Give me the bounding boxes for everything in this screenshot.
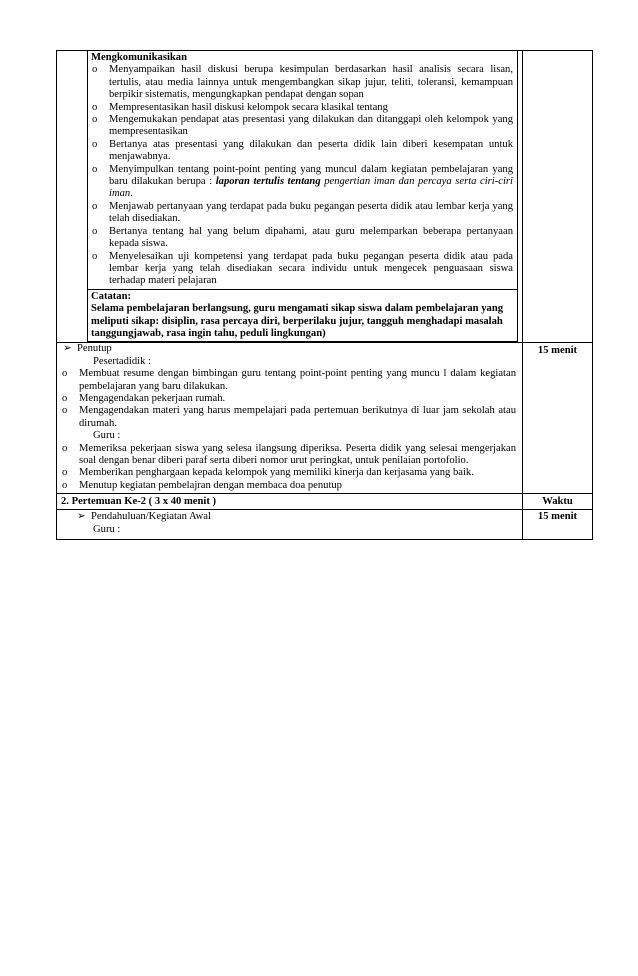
guru-list — [61, 443, 516, 493]
list-item-emphasis: laporan tertulis tentang — [215, 176, 321, 188]
document-page — [56, 50, 590, 540]
table-row-pertemuan-2 — [57, 494, 593, 510]
penutup-time-text: 15 menit — [537, 345, 578, 357]
pendahuluan-time-text: 15 menit — [537, 511, 578, 523]
penutup-heading — [61, 343, 516, 355]
lesson-plan-table — [56, 50, 593, 540]
penutup-time — [523, 343, 593, 494]
mengkomunikasikan-list — [91, 64, 513, 287]
list-item-italic: pengertian iman dan percaya serta ciri-ciri iman — [109, 176, 513, 200]
list-item: o Menutup kegiatan pembelajran dengan membaca doa penutup — [61, 480, 516, 492]
time-cell-empty — [523, 51, 593, 343]
list-item: o Mengagendakan pekerjaan rumah. — [61, 393, 516, 405]
mengkomunikasikan-title: Mengkomunikasikan — [91, 52, 187, 63]
pendahuluan-cell — [57, 510, 523, 540]
catatan-title: Catatan: — [91, 290, 132, 302]
guru-label: Guru : — [93, 430, 121, 442]
catatan-box — [87, 290, 518, 343]
list-item: o Mengemukakan pendapat atas presentasi yang dilakukan dan ditanggapi oleh kelompok yang mempresentasikan — [91, 114, 513, 139]
mengkomunikasikan-box — [87, 51, 518, 290]
list-item: o Mengagendakan materi yang harus mempelajari pada pertemuan berikutnya di luar jam sekolah atau dirumah. — [61, 405, 516, 430]
list-item: o Bertanya tentang hal yang belum dipahami, atau guru melemparkan beberapa pertanyaan kepada siswa. — [91, 226, 513, 251]
arrow-bullet-icon: ➢ — [77, 511, 86, 523]
list-item: o Memberikan penghargaan kepada kelompok yang memiliki kinerja dan kerjasama yang baik. — [61, 467, 516, 479]
table-row-kegiatan-inti — [57, 51, 593, 343]
penutup-cell — [57, 343, 523, 494]
peserta-list — [61, 368, 516, 430]
pendahuluan-label: Pendahuluan/Kegiatan Awal — [91, 511, 211, 523]
list-item: o Memeriksa pekerjaan siswa yang selesa ilangsung diperiksa. Peserta didik yang selesai mengerjakan soal dengan benar diberi paraf serta diberi nomor urut peringkat, untuk penilaian portofolio. — [61, 443, 516, 468]
list-item: o Menjawab pertanyaan yang terdapat pada buku pegangan peserta didik atau lembar kerja yang telah disediakan. — [91, 201, 513, 226]
list-item: o Menyelesaikan uji kompetensi yang terdapat pada buku pegangan peserta didik atau pada lembar kerja yang telah disediakan secara individu untuk mengecek penguasaan siswa terhadap materi pelajaran — [91, 251, 513, 288]
catatan-text: Selama pembelajaran berlangsung, guru mengamati sikap siswa dalam pembelajaran yang meliputi sikap: disiplin, rasa percaya diri, berperilaku jujur, tangguh menghadapi masalah tanggungjawab, rasa ingin tahu, peduli lingkungan) — [91, 303, 504, 339]
penutup-label: Penutup — [77, 343, 112, 355]
arrow-bullet-icon: ➢ — [63, 343, 72, 355]
list-item: o Bertanya atas presentasi yang dilakukan dan peserta didik lain diberi kesempatan untuk menjawabnya. — [91, 139, 513, 164]
list-item: o Menyampaikan hasil diskusi berupa kesimpulan berdasarkan hasil analisis secara lisan, tertulis, atau media lainnya untuk mengembangkan sikap jujur, teliti, toleransi, kemampuan berpikir sistematis, mengungkapkan pendapat dengan sopan — [91, 64, 513, 101]
list-item-period: . — [130, 188, 133, 200]
pendahuluan-guru-label: Guru : — [93, 523, 121, 535]
waktu-header: Waktu — [523, 494, 593, 510]
list-item: o Membuat resume dengan bimbingan guru tentang point-point penting yang muncu l dalam kegiatan pembelajaran yang baru dilakukan. — [61, 368, 516, 393]
pendahuluan-heading — [61, 511, 516, 523]
table-row-pendahuluan — [57, 510, 593, 540]
list-item — [91, 164, 513, 201]
table-row-penutup — [57, 343, 593, 494]
peserta-label: Pesertadidik : — [93, 355, 151, 367]
pendahuluan-time — [523, 510, 593, 540]
list-item-text: Menyimpulkan tentang point-point penting yang muncul dalam kegiatan pembelajaran yang baru dilakukan berupa : — [109, 163, 513, 188]
activity-cell — [57, 51, 523, 343]
list-item: o Mempresentasikan hasil diskusi kelompok secara klasikal tentang — [91, 102, 513, 114]
pertemuan-2-title: 2. Pertemuan Ke-2 ( 3 x 40 menit ) — [57, 494, 523, 510]
